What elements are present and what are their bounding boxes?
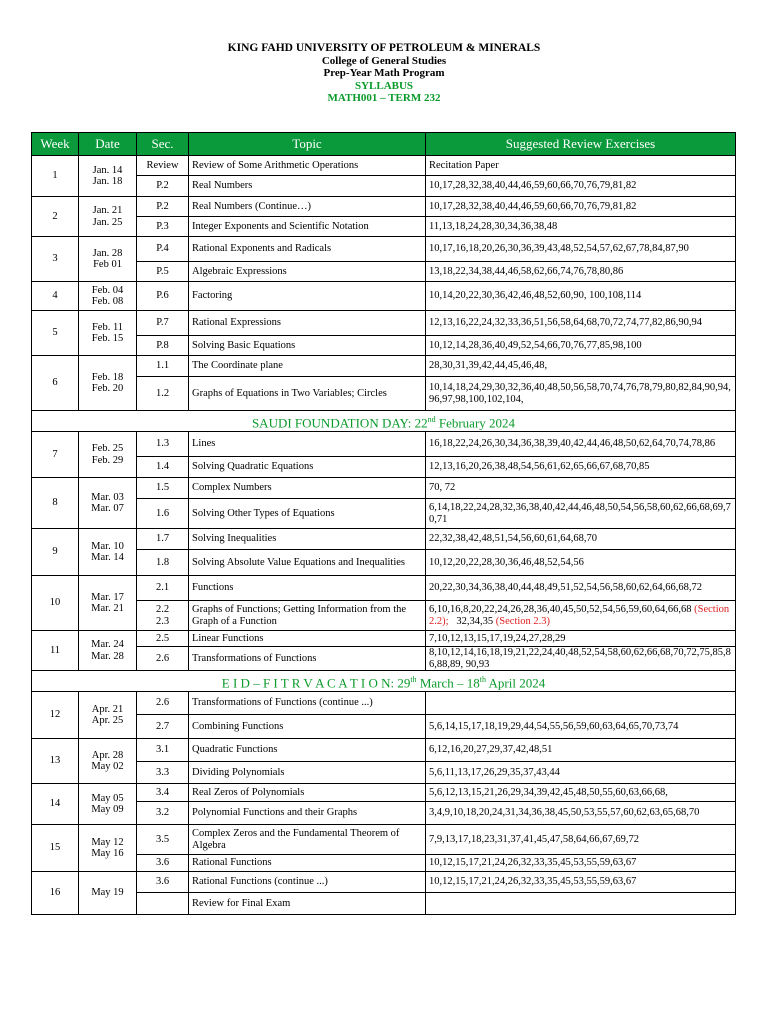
exercises-text: 6,10,16,8,20,22,24,26,28,36,40,45,50,52,54,56,59,60,64,66,68 xyxy=(429,604,692,615)
banner-text: E I D – F I T R V A C A T I O N: 29 xyxy=(221,674,411,690)
exercises-text: 10,12,20,22,28,30,36,46,48,52,54,56 xyxy=(429,556,584,568)
table-row xyxy=(32,802,736,825)
topic-cell: Solving Inequalities xyxy=(189,529,426,550)
date-cell xyxy=(79,529,137,576)
topic-cell: Graphs of Functions; Getting Information from the Graph of a Function xyxy=(189,601,426,631)
topic-cell: Quadratic Functions xyxy=(189,739,426,762)
exercises-text: 5,6,12,13,15,21,26,29,34,39,42,45,48,50,55,60,63,66,68, xyxy=(429,786,668,798)
table-row xyxy=(32,825,736,855)
week-cell: 2 xyxy=(32,197,79,237)
exercises-text: 13,18,22,34,38,44,46,58,62,66,74,76,78,80,86 xyxy=(429,265,624,277)
exercises-cell xyxy=(426,601,736,631)
topic-cell: Polynomial Functions and their Graphs xyxy=(189,802,426,825)
table-row xyxy=(32,156,736,176)
exercises-cell xyxy=(426,893,736,915)
topic-cell: Rational Functions xyxy=(189,855,426,872)
topic-cell: Factoring xyxy=(189,282,426,311)
section-cell: 3.1 xyxy=(137,739,189,762)
topic-cell: Combining Functions xyxy=(189,715,426,739)
exercises-text: 10,17,28,32,38,40,44,46,59,60,66,70,76,79,81,82 xyxy=(429,180,637,192)
banner-text: March – 18 xyxy=(416,674,480,690)
date-line: May 02 xyxy=(91,761,124,772)
table-row xyxy=(32,762,736,784)
exercises-text: 6,14,18,22,24,28,32,36,38,40,42,44,46,48,50,54,56,58,60,62,66,68,69,70,71 xyxy=(429,502,731,525)
section-cell: P.2 xyxy=(137,197,189,217)
exercises-text: 28,30,31,39,42,44,45,46,48, xyxy=(429,360,548,372)
date-line: Feb. 25 xyxy=(91,443,124,454)
exercises-text: 8,10,12,14,16,18,19,21,22,24,40,48,52,54,58,60,62,66,68,70,72,75,85,86,88,89, 90,93 xyxy=(429,647,731,670)
exercises-cell xyxy=(426,802,736,825)
exercises-cell xyxy=(426,784,736,802)
exercises-cell xyxy=(426,872,736,893)
date-line: Mar. 07 xyxy=(91,503,124,514)
table-row xyxy=(32,457,736,478)
section-cell: 2.6 xyxy=(137,692,189,715)
section-cell: 1.8 xyxy=(137,550,189,576)
date-cell xyxy=(79,282,137,311)
exercises-cell xyxy=(426,311,736,336)
section-cell: 3.3 xyxy=(137,762,189,784)
exercises-text: 10,14,18,24,29,30,32,36,40,48,50,56,58,70,74,76,78,79,80,82,84,90,94,96,97,98,100,102,104, xyxy=(429,382,731,405)
topic-cell: Rational Expressions xyxy=(189,311,426,336)
topic-cell: Solving Quadratic Equations xyxy=(189,457,426,478)
table-row xyxy=(32,739,736,762)
exercises-text: 22,32,38,42,48,51,54,56,60,61,64,68,70 xyxy=(429,533,597,545)
date-cell xyxy=(79,311,137,356)
exercises-text: 7,10,12,13,15,17,19,24,27,28,29 xyxy=(429,632,566,644)
exercises-cell xyxy=(426,377,736,411)
date-line: Feb 01 xyxy=(93,259,122,270)
date-cell xyxy=(79,872,137,915)
date-cell xyxy=(79,739,137,784)
topic-cell: Lines xyxy=(189,432,426,457)
date-line: Apr. 28 xyxy=(91,749,124,761)
date-line: Jan. 18 xyxy=(92,176,123,187)
date-line: Mar. 24 xyxy=(91,639,124,650)
week-cell: 6 xyxy=(32,356,79,411)
section-cell: 2.6 xyxy=(137,647,189,671)
table-row xyxy=(32,377,736,411)
section-cell: P.6 xyxy=(137,282,189,311)
exercises-text: 12,13,16,20,26,38,48,54,56,61,62,65,66,67,68,70,85 xyxy=(429,461,650,473)
exercises-cell xyxy=(426,217,736,237)
college-name: College of General Studies xyxy=(321,54,447,67)
exercises-text: 70, 72 xyxy=(429,482,456,494)
table-row xyxy=(32,647,736,671)
topic-cell: Graphs of Equations in Two Variables; Circles xyxy=(189,377,426,411)
banner-text: February 2024 xyxy=(435,414,516,430)
banner-sup: th xyxy=(479,674,486,684)
table-row xyxy=(32,529,736,550)
week-cell: 10 xyxy=(32,576,79,631)
week-cell: 4 xyxy=(32,282,79,311)
week-cell: 14 xyxy=(32,784,79,825)
section-cell: 1.3 xyxy=(137,432,189,457)
topic-cell: Linear Functions xyxy=(189,631,426,647)
date-line: Apr. 25 xyxy=(91,715,124,726)
section-cell: 3.5 xyxy=(137,825,189,855)
week-cell: 3 xyxy=(32,237,79,282)
section-cell: P.5 xyxy=(137,262,189,282)
table-row xyxy=(32,478,736,499)
exercises-cell xyxy=(426,197,736,217)
date-line: Jan. 21 xyxy=(92,205,123,216)
table-row xyxy=(32,893,736,915)
table-row xyxy=(32,601,736,631)
section-cell: P.4 xyxy=(137,237,189,262)
date-line: Mar. 14 xyxy=(91,552,124,563)
date-line: May 05 xyxy=(91,792,124,804)
week-cell: 9 xyxy=(32,529,79,576)
section-cell: 1.4 xyxy=(137,457,189,478)
section-cell: Review xyxy=(137,156,189,176)
section-cell: 2.2 2.3 xyxy=(137,601,189,631)
exercises-cell xyxy=(426,478,736,499)
topic-cell: Transformations of Functions (continue ...) xyxy=(189,692,426,715)
table-row xyxy=(32,855,736,872)
document-header xyxy=(0,42,768,105)
topic-cell: Complex Numbers xyxy=(189,478,426,499)
exercises-text: 11,13,18,24,28,30,34,36,38,48 xyxy=(429,220,558,232)
syllabus-title: SYLLABUS xyxy=(354,79,414,92)
topic-cell: Dividing Polynomials xyxy=(189,762,426,784)
col-sec: Sec. xyxy=(137,133,189,156)
date-cell xyxy=(79,356,137,411)
table-row xyxy=(32,784,736,802)
date-cell xyxy=(79,576,137,631)
exercises-text: 7,9,13,17,18,23,31,37,41,45,47,58,64,66,67,69,72 xyxy=(429,833,639,845)
date-cell xyxy=(79,432,137,478)
section-cell: 2.7 xyxy=(137,715,189,739)
exercises-text: 10,12,15,17,21,24,26,32,33,35,45,53,55,59,63,67 xyxy=(429,857,637,869)
section-cell: 1.2 xyxy=(137,377,189,411)
exercises-text: 10,14,20,22,30,36,42,46,48,52,60,90, 100,108,114 xyxy=(429,290,642,302)
exercises-cell xyxy=(426,762,736,784)
week-cell: 1 xyxy=(32,156,79,197)
exercises-text: 10,17,16,18,20,26,30,36,39,43,48,52,54,57,62,67,78,84,87,90 xyxy=(429,243,689,255)
exercises-cell xyxy=(426,647,736,671)
table-row xyxy=(32,692,736,715)
week-cell: 13 xyxy=(32,739,79,784)
section-cell: 2.5 xyxy=(137,631,189,647)
date-cell xyxy=(79,197,137,237)
date-line: Apr. 21 xyxy=(91,703,124,715)
table-row xyxy=(32,356,736,377)
week-cell: 15 xyxy=(32,825,79,872)
section-cell: 3.4 xyxy=(137,784,189,802)
col-date: Date xyxy=(79,133,137,156)
date-line: Jan. 25 xyxy=(92,216,123,228)
exercises-cell xyxy=(426,156,736,176)
topic-cell: Real Zeros of Polynomials xyxy=(189,784,426,802)
exercises-cell xyxy=(426,432,736,457)
university-name: KING FAHD UNIVERSITY OF PETROLEUM & MINERALS xyxy=(227,42,541,54)
banner-row xyxy=(32,411,736,432)
week-cell: 12 xyxy=(32,692,79,739)
date-cell xyxy=(79,692,137,739)
table-row xyxy=(32,715,736,739)
table-header-row xyxy=(32,133,736,156)
exercises-text: 32,34,35 xyxy=(448,615,494,627)
program-name: Prep-Year Math Program xyxy=(323,67,445,79)
date-line: Feb. 11 xyxy=(91,321,124,333)
exercises-text: 12,13,16,22,24,32,33,36,51,56,58,64,68,70,72,74,77,82,86,90,94 xyxy=(429,317,702,329)
week-cell: 7 xyxy=(32,432,79,478)
exercises-text: 3,4,9,10,18,20,24,31,34,36,38,45,50,53,55,57,60,62,63,65,68,70 xyxy=(429,807,700,819)
date-line: May 16 xyxy=(91,848,124,859)
topic-cell: Complex Zeros and the Fundamental Theorem of Algebra xyxy=(189,825,426,855)
topic-cell: Rational Functions (continue ...) xyxy=(189,872,426,893)
table-row xyxy=(32,237,736,262)
exercises-cell xyxy=(426,356,736,377)
banner-text: April 2024 xyxy=(485,674,546,690)
topic-cell: Solving Other Types of Equations xyxy=(189,499,426,529)
exercises-cell xyxy=(426,282,736,311)
date-line: May 09 xyxy=(91,804,124,815)
vacation-banner xyxy=(32,411,736,432)
week-cell: 16 xyxy=(32,872,79,915)
exercises-cell xyxy=(426,336,736,356)
col-exercises: Suggested Review Exercises xyxy=(426,133,736,156)
date-line: Feb. 29 xyxy=(91,454,124,466)
exercises-cell xyxy=(426,631,736,647)
date-line: Feb. 08 xyxy=(91,296,124,307)
date-cell xyxy=(79,631,137,671)
vacation-banner xyxy=(32,671,736,692)
topic-cell: The Coordinate plane xyxy=(189,356,426,377)
course-term: MATH001 – TERM 232 xyxy=(327,92,441,104)
table-row xyxy=(32,550,736,576)
exercises-cell xyxy=(426,550,736,576)
date-line: Feb. 04 xyxy=(91,284,124,296)
exercises-cell xyxy=(426,825,736,855)
date-cell xyxy=(79,156,137,197)
date-cell xyxy=(79,237,137,282)
date-line: May 19 xyxy=(91,887,124,899)
exercises-cell xyxy=(426,499,736,529)
table-row xyxy=(32,217,736,237)
topic-cell: Functions xyxy=(189,576,426,601)
table-row xyxy=(32,872,736,893)
topic-cell: Real Numbers (Continue…) xyxy=(189,197,426,217)
exercises-cell xyxy=(426,529,736,550)
exercises-text: 5,6,14,15,17,18,19,29,44,54,55,56,59,60,63,64,65,70,73,74 xyxy=(429,720,679,732)
section-note: (Section 2.3) xyxy=(495,615,551,627)
date-line: Mar. 17 xyxy=(91,591,124,603)
exercises-text: 6,12,16,20,27,29,37,42,48,51 xyxy=(429,744,553,756)
date-line: Jan. 14 xyxy=(92,164,123,176)
table-row xyxy=(32,176,736,197)
exercises-cell xyxy=(426,457,736,478)
section-cell: 1.1 xyxy=(137,356,189,377)
section-cell: 3.6 xyxy=(137,855,189,872)
table-row xyxy=(32,631,736,647)
exercises-cell xyxy=(426,739,736,762)
table-row xyxy=(32,576,736,601)
topic-cell: Transformations of Functions xyxy=(189,647,426,671)
exercises-text: 10,12,14,28,36,40,49,52,54,66,70,76,77,85,98,100 xyxy=(429,339,642,351)
exercises-cell xyxy=(426,176,736,197)
col-topic: Topic xyxy=(189,133,426,156)
week-cell: 11 xyxy=(32,631,79,671)
date-cell xyxy=(79,478,137,529)
syllabus-table xyxy=(31,132,736,915)
section-cell: P.2 xyxy=(137,176,189,197)
section-cell: 3.2 xyxy=(137,802,189,825)
section-cell: P.7 xyxy=(137,311,189,336)
exercises-cell xyxy=(426,692,736,715)
date-line: Mar. 03 xyxy=(91,491,124,503)
exercises-cell xyxy=(426,715,736,739)
week-cell: 8 xyxy=(32,478,79,529)
date-cell xyxy=(79,784,137,825)
exercises-text: 16,18,22,24,26,30,34,36,38,39,40,42,44,46,48,50,62,64,70,74,78,86 xyxy=(429,438,716,450)
date-line: May 12 xyxy=(91,836,124,848)
date-cell xyxy=(79,825,137,872)
exercises-text: 10,17,28,32,38,40,44,46,59,60,66,70,76,79,81,82 xyxy=(429,200,637,212)
topic-cell: Review for Final Exam xyxy=(189,893,426,915)
exercises-cell xyxy=(426,262,736,282)
topic-cell: Solving Absolute Value Equations and Inequalities xyxy=(189,550,426,576)
week-cell: 5 xyxy=(32,311,79,356)
exercises-cell xyxy=(426,576,736,601)
table-row xyxy=(32,432,736,457)
date-line: Mar. 10 xyxy=(91,540,124,552)
section-cell: 1.6 xyxy=(137,499,189,529)
section-cell xyxy=(137,893,189,915)
table-row xyxy=(32,197,736,217)
date-line: Jan. 28 xyxy=(92,247,123,259)
topic-cell: Solving Basic Equations xyxy=(189,336,426,356)
section-note: (Section 2.2); xyxy=(429,604,730,627)
exercises-text: 10,12,15,17,21,24,26,32,33,35,45,53,55,59,63,67 xyxy=(429,876,637,888)
section-cell: P.3 xyxy=(137,217,189,237)
date-line: Feb. 15 xyxy=(91,333,124,344)
table-row xyxy=(32,262,736,282)
table-row xyxy=(32,499,736,529)
date-line: Mar. 28 xyxy=(91,650,124,662)
banner-row xyxy=(32,671,736,692)
section-cell: 1.5 xyxy=(137,478,189,499)
section-cell: P.8 xyxy=(137,336,189,356)
exercises-text: Recitation Paper xyxy=(429,159,499,171)
section-cell: 1.7 xyxy=(137,529,189,550)
table-row xyxy=(32,282,736,311)
section-cell: 3.6 xyxy=(137,872,189,893)
table-row xyxy=(32,311,736,336)
col-week: Week xyxy=(32,133,79,156)
topic-cell: Rational Exponents and Radicals xyxy=(189,237,426,262)
banner-text: SAUDI FOUNDATION DAY: 22 xyxy=(251,414,428,430)
banner-sup: th xyxy=(410,674,417,684)
topic-cell: Review of Some Arithmetic Operations xyxy=(189,156,426,176)
exercises-text: 20,22,30,34,36,38,40,44,48,49,51,52,54,56,58,60,62,64,66,68,72 xyxy=(429,582,702,594)
date-line: Mar. 21 xyxy=(91,603,124,614)
section-cell: 2.1 xyxy=(137,576,189,601)
exercises-cell xyxy=(426,855,736,872)
topic-cell: Algebraic Expressions xyxy=(189,262,426,282)
topic-cell: Integer Exponents and Scientific Notation xyxy=(189,217,426,237)
topic-cell: Real Numbers xyxy=(189,176,426,197)
exercises-text: 5,6,11,13,17,26,29,35,37,43,44 xyxy=(429,766,560,778)
date-line: Feb. 18 xyxy=(91,371,124,383)
banner-sup: nd xyxy=(427,414,436,424)
exercises-cell xyxy=(426,237,736,262)
date-line: Feb. 20 xyxy=(91,383,124,394)
table-row xyxy=(32,336,736,356)
